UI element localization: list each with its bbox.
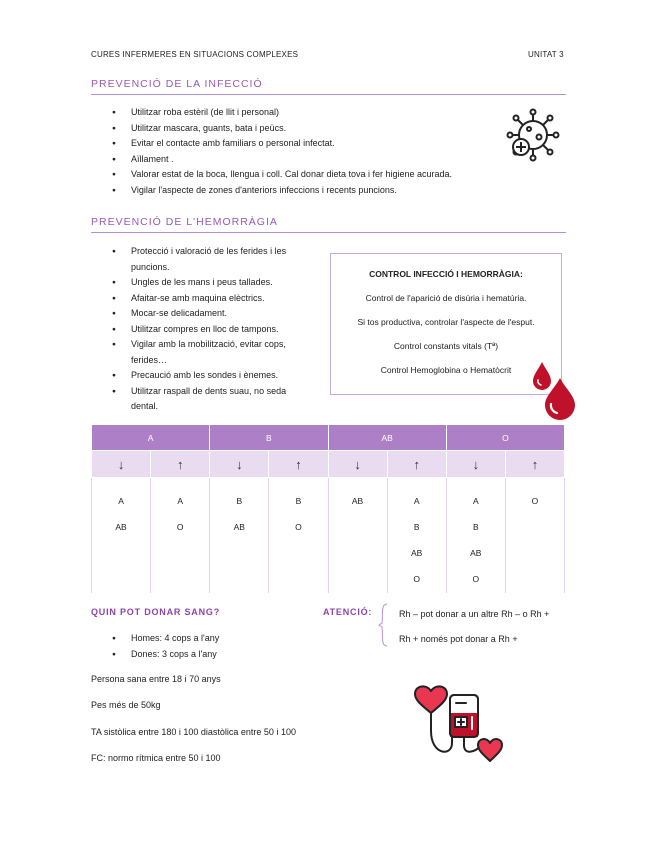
- receive-arrow: ↓: [328, 451, 387, 478]
- list-item: ● Mocar-se delicadament.: [109, 306, 309, 322]
- blood-transfusion-icon: [412, 683, 508, 769]
- receive-arrow: ↓: [92, 451, 151, 478]
- donor-requirement: Persona sana entre 18 i 70 anys: [91, 674, 221, 684]
- blood-type-value: B: [472, 522, 479, 532]
- list-item: ● Evitar el contacte amb familiars o personal infectat.: [109, 136, 499, 152]
- table-cell: [269, 478, 328, 594]
- donate-arrow: ↑: [151, 451, 210, 478]
- blood-type-value: A: [177, 496, 184, 506]
- document-header-title: CURES INFERMERES EN SITUACIONS COMPLEXES: [91, 50, 299, 59]
- infection-section-rule: [91, 94, 566, 95]
- virus-icon: [505, 107, 561, 163]
- infection-list: [109, 105, 499, 198]
- hemorrhage-list: [109, 244, 309, 415]
- table-cell: [92, 478, 151, 594]
- infection-section-title: PREVENCIÓ DE LA INFECCIÓ: [91, 78, 263, 90]
- control-box-line: Si tos productiva, controlar l'aspecte de l'esput.: [357, 317, 535, 327]
- control-info-box: [330, 253, 562, 395]
- blood-type-value: O: [295, 522, 302, 532]
- list-item: ● Vigilar amb la mobilització, evitar cops, ferides…: [109, 337, 309, 368]
- document-unit-label: UNITAT 3: [528, 50, 564, 59]
- blood-type-value: A: [472, 496, 479, 506]
- blood-compatibility-table: [91, 424, 565, 593]
- list-item: ● Afaitar-se amb maquina elèctrics.: [109, 291, 309, 307]
- table-cell: [505, 478, 564, 594]
- donate-arrow: ↑: [505, 451, 564, 478]
- blood-type-value: O: [531, 496, 539, 506]
- list-item: ● Protecció i valoració de les ferides i les puncions.: [109, 244, 309, 275]
- table-cell: [387, 478, 446, 594]
- donor-section-title: QUIN POT DONAR SANG?: [91, 607, 221, 617]
- hemorrhage-section-title: PREVENCIÓ DE L'HEMORRÀGIA: [91, 216, 278, 228]
- brace-icon: [377, 603, 389, 647]
- list-item: ● Utilitzar raspall de dents suau, no seda dental.: [109, 384, 309, 415]
- blood-type-value: B: [413, 522, 420, 532]
- control-box-title: CONTROL INFECCIÓ I HEMORRÀGIA:: [369, 269, 523, 279]
- table-cell: [210, 478, 269, 594]
- blood-type-value: A: [118, 496, 124, 506]
- donate-arrow: ↑: [387, 451, 446, 478]
- blood-group-header: A: [92, 425, 210, 451]
- control-box-line: Control Hemoglobina o Hematòcrit: [380, 365, 512, 375]
- blood-type-value: AB: [233, 522, 245, 532]
- blood-type-value: B: [295, 496, 302, 506]
- table-cell: [446, 478, 505, 594]
- blood-group-header: O: [446, 425, 564, 451]
- list-item: ● Precaució amb les sondes i ènemes.: [109, 368, 309, 384]
- blood-type-value: O: [413, 574, 420, 584]
- blood-group-header: B: [210, 425, 328, 451]
- blood-group-header: AB: [328, 425, 446, 451]
- attention-line: Rh – pot donar a un altre Rh – o Rh +: [399, 609, 550, 619]
- control-box-line: Control de l'aparició de disúria i hematúria.: [365, 293, 527, 303]
- attention-line: Rh + només pot donar a Rh +: [399, 634, 518, 644]
- donor-frequency-list: [109, 631, 309, 662]
- donate-arrow: ↑: [269, 451, 328, 478]
- list-item: ● Dones: 3 cops a l'any: [109, 647, 309, 663]
- blood-type-value: A: [413, 496, 420, 506]
- blood-type-value: AB: [470, 548, 482, 558]
- control-box-line: Control constants vitals (Tª): [393, 341, 499, 351]
- donor-requirement: TA sistòlica entre 180 i 100 diastòlica entre 50 i 100: [91, 727, 296, 737]
- attention-label: ATENCIÓ:: [323, 607, 373, 617]
- blood-type-value: B: [236, 496, 243, 506]
- blood-type-value: AB: [351, 496, 364, 506]
- list-item: ● Utilitzar mascara, guants, bata i peücs.: [109, 121, 499, 137]
- donor-requirement: FC: normo rítmica entre 50 i 100: [91, 753, 221, 763]
- list-item: ● Aïllament .: [109, 152, 499, 168]
- table-cell: [151, 478, 210, 594]
- donor-requirement: Pes més de 50kg: [91, 700, 161, 710]
- list-item: ● Ungles de les mans i peus tallades.: [109, 275, 309, 291]
- blood-type-value: AB: [115, 522, 127, 532]
- blood-type-value: AB: [411, 548, 423, 558]
- receive-arrow: ↓: [210, 451, 269, 478]
- blood-type-value: O: [472, 574, 480, 584]
- receive-arrow: ↓: [446, 451, 505, 478]
- blood-drops-icon: [530, 360, 578, 420]
- blood-type-value: O: [176, 522, 184, 532]
- list-item: ● Utilitzar roba estèril (de llit i personal): [109, 105, 499, 121]
- list-item: ● Utilitzar compres en lloc de tampons.: [109, 322, 309, 338]
- list-item: ● Valorar estat de la boca, llengua i coll. Cal donar dieta tova i fer higiene acurada.: [109, 167, 499, 183]
- list-item: ● Vigilar l'aspecte de zones d'anteriors infeccions i recents puncions.: [109, 183, 499, 199]
- list-item: ● Homes: 4 cops a l'any: [109, 631, 309, 647]
- table-cell: [328, 478, 387, 594]
- hemorrhage-section-rule: [91, 232, 566, 233]
